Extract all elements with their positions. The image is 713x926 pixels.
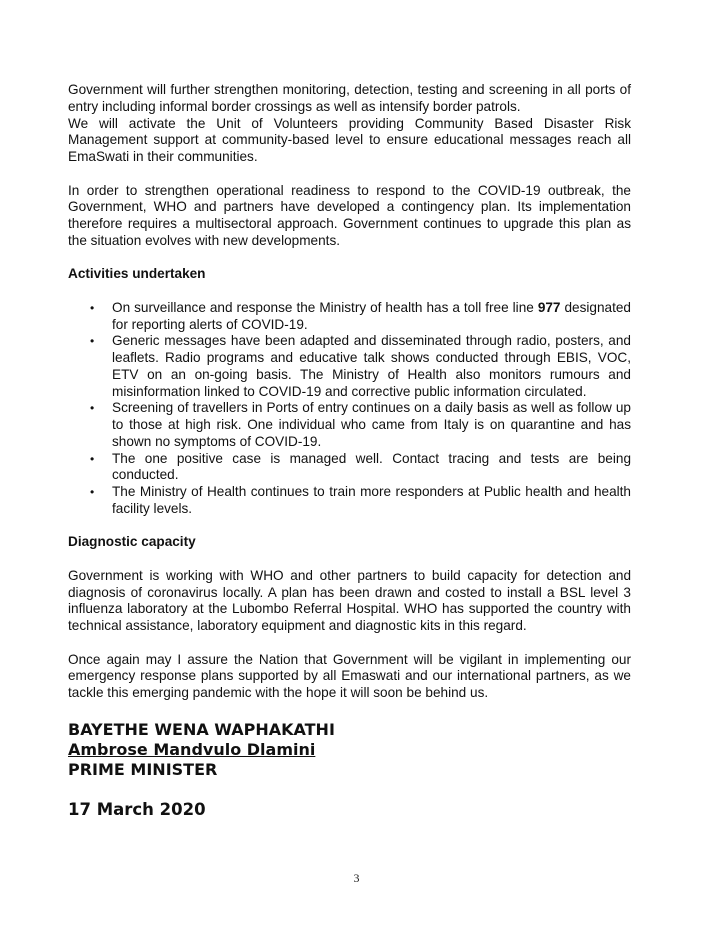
bullet-icon: • xyxy=(90,485,95,499)
paragraph-contingency-plan: In order to strengthen operational readiness to respond to the COVID-19 outbreak, the Government, WHO and partners have developed a contingency plan. Its implementation therefore requires a multisectoral approach. Government continues to upgrade this plan as the situation evolves with new developments. xyxy=(68,182,631,248)
activities-list xyxy=(68,300,631,518)
page-number: 3 xyxy=(353,871,360,885)
document-body xyxy=(68,82,631,702)
heading-activities: Activities undertaken xyxy=(68,266,206,282)
paragraph-border-monitoring: Government will further strengthen monitoring, detection, testing and screening in all ports of entry including informal border crossings as well as intensify border patrols. xyxy=(68,82,631,114)
signature-block xyxy=(68,720,335,820)
signatory-title: PRIME MINISTER xyxy=(68,760,218,779)
bullet-icon: • xyxy=(90,334,95,349)
paragraph-closing: Once again may I assure the Nation that Government will be vigilant in implementing our emergency response plans supported by all Emaswati and our international partners, as we tackle this emerging pandemic with the hope it will soon be behind us. xyxy=(68,651,631,700)
salutation: BAYETHE WENA WAPHAKATHI xyxy=(68,720,335,739)
list-item: • On surveillance and response the Ministry of health has a toll free line 977 designated for reporting alerts of COVID-19. xyxy=(90,299,631,332)
document-date: 17 March 2020 xyxy=(68,800,206,819)
bullet-icon: • xyxy=(90,401,95,416)
bullet-icon: • xyxy=(90,451,95,466)
toll-free-number: 977 xyxy=(537,299,561,315)
list-item: • Screening of travellers in Ports of entry continues on a daily basis as well as follow up to those at high risk. One individual who came from Italy is on quarantine and has shown no symptoms of COVID-19. xyxy=(90,400,631,449)
heading-diagnostic-capacity: Diagnostic capacity xyxy=(68,534,196,550)
list-item: • The one positive case is managed well. Contact tracing and tests are being conducted. xyxy=(90,450,631,483)
list-item: • The Ministry of Health continues to train more responders at Public health and health facility levels. xyxy=(90,484,631,516)
paragraph-volunteers: We will activate the Unit of Volunteers providing Community Based Disaster Risk Management support at community-based level to ensure educational messages reach all EmaSwati in their communities. xyxy=(68,115,631,164)
signatory-name: Ambrose Mandvulo Dlamini xyxy=(68,740,316,759)
paragraph-diagnostic: Government is working with WHO and other partners to build capacity for detection and diagnosis of coronavirus locally. A plan has been drawn and costed to install a BSL level 3 influenza laboratory at the Lubombo Referral Hospital. WHO has supported the country with technical assistance, laboratory equipment and diagnostic kits in this regard. xyxy=(68,567,631,633)
bullet-icon: • xyxy=(90,300,95,315)
list-item: • Generic messages have been adapted and disseminated through radio, posters, and leaflets. Radio programs and educative talk shows conducted through EBIS, VOC, ETV on an on-going basis. The Ministry of Health also monitors rumours and misinformation linked to COVID-19 and corrective public information circulated. xyxy=(90,333,631,399)
